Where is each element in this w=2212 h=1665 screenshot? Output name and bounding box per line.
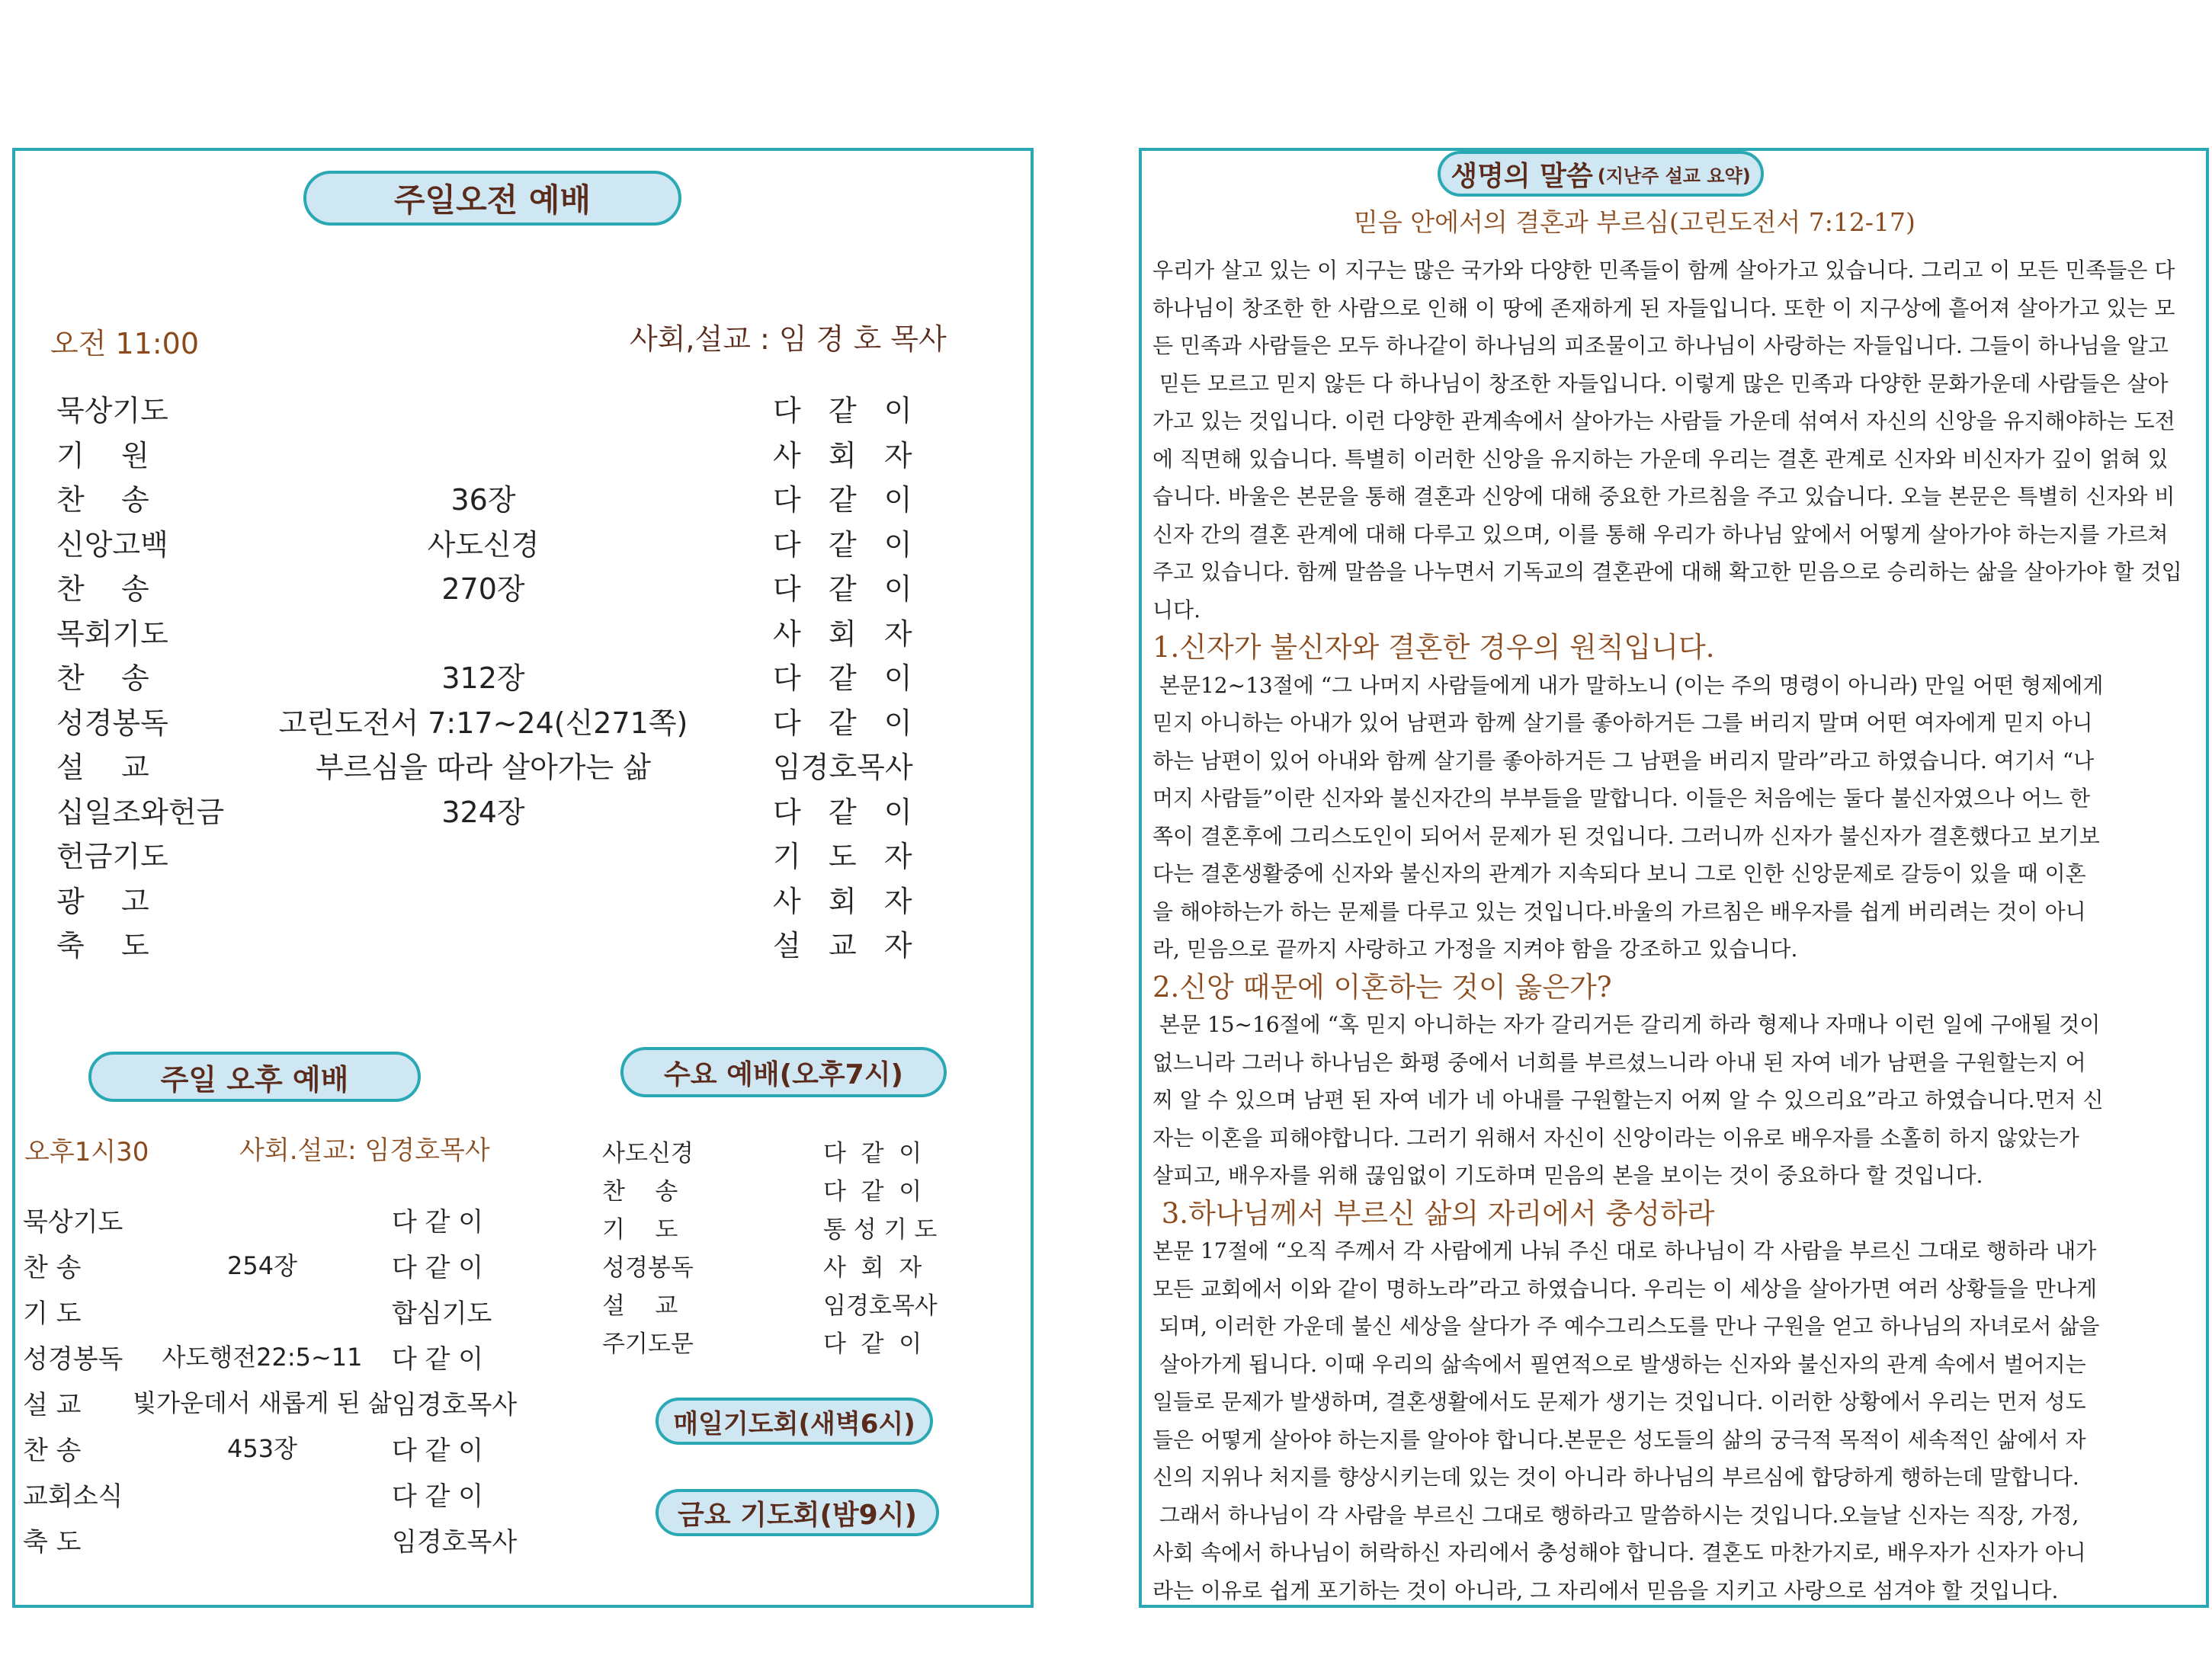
friday-prayer-title: 금요 기도회(밤9시) (656, 1489, 939, 1536)
afternoon-row-detail: 254장 (227, 1251, 297, 1280)
morning-row-detail: 324장 (441, 795, 525, 829)
afternoon-row-leader: 임경호목사 (392, 1390, 518, 1420)
wednesday-row-label: 주기도문 (602, 1330, 694, 1358)
morning-row-leader: 기 도 자 (773, 840, 912, 873)
morning-row-detail: 312장 (441, 661, 525, 695)
sermon-line: 없느니라 그러나 하나님은 화평 중에서 너희를 부르셨느니라 아내 된 자여 네가 남편을 구원할는지 어 (1152, 1049, 2086, 1075)
sermon-section-heading: 3.하나님께서 부르신 삶의 자리에서 충성하라 (1152, 1196, 1715, 1230)
sermon-body (1152, 251, 2204, 1609)
sermon-line: 에 직면해 있습니다. 특별히 이러한 신앙을 유지하는 가운데 우리는 결혼 관계로 신자와 비신자가 깊이 얽혀 있 (1152, 446, 2169, 472)
morning-row-label: 찬 송 (56, 661, 149, 695)
afternoon-row-leader: 다 같 이 (392, 1481, 484, 1512)
afternoon-row-leader: 다 같 이 (392, 1436, 484, 1466)
afternoon-row-label: 성경봉독 (23, 1344, 123, 1375)
morning-row-label: 목회기도 (56, 616, 168, 651)
wednesday-row-label: 찬 송 (602, 1178, 678, 1206)
wednesday-row-leader: 다 같 이 (823, 1140, 922, 1167)
morning-row-leader: 사 회 자 (773, 616, 912, 651)
wednesday-row-label: 성경봉독 (602, 1254, 694, 1282)
sermon-line: 쪽이 결혼후에 그리스도인이 되어서 문제가 된 것입니다. 그러니까 신자가 불신자가 결혼했다고 보기보 (1152, 823, 2100, 849)
morning-row-leader: 다 같 이 (773, 661, 912, 695)
morning-service-title: 주일오전 예배 (303, 171, 681, 226)
sermon-line: 주고 있습니다. 함께 말씀을 나누면서 기독교의 결혼관에 대해 확고한 믿음으로 승리하는 삶을 살아가야 할 것입 (1152, 559, 2182, 584)
morning-row-leader: 사 회 자 (773, 438, 912, 472)
sermon-line: 본문 15~16절에 “혹 믿지 아니하는 자가 갈리거든 갈리게 하라 형제나 자매나 이런 일에 구애될 것이 (1152, 1012, 2101, 1037)
sermon-section-heading: 2.신앙 때문에 이혼하는 것이 옳은가? (1152, 970, 1612, 1004)
morning-row-detail: 사도신경 (427, 527, 540, 562)
sermon-line: 라, 믿음으로 끝까지 사랑하고 가정을 지켜야 함을 강조하고 있습니다. (1152, 937, 1798, 962)
sermon-subtitle: 믿음 안에서의 결혼과 부르심(고린도전서 7:12-17) (1354, 207, 1915, 237)
sermon-line: 머지 사람들”이란 신자와 불신자간의 부부들을 말합니다. 이들은 처음에는 둘다 불신자였으나 어느 한 (1152, 786, 2091, 811)
daily-prayer-title: 매일기도회(새벽6시) (656, 1398, 933, 1445)
wednesday-row-leader: 통 성 기 도 (823, 1216, 938, 1244)
sermon-line: 니다. (1152, 597, 1201, 623)
sermon-line: 습니다. 바울은 본문을 통해 결혼과 신앙에 대해 중요한 가르침을 주고 있습니다. 오늘 본문은 특별히 신자와 비 (1152, 484, 2175, 509)
afternoon-time: 오후1시30 (24, 1137, 149, 1167)
wednesday-row-label: 사도신경 (602, 1140, 694, 1167)
sermon-line: 모든 교회에서 이와 같이 명하노라”라고 하였습니다. 우리는 이 세상을 살아가면 여러 상황들을 만나게 (1152, 1276, 2097, 1302)
sermon-line: 하나님이 창조한 한 사람으로 인해 이 땅에 존재하게 된 자들입니다. 또한 이 지구상에 흩어져 살아가고 있는 모 (1152, 295, 2175, 321)
morning-row-leader: 다 같 이 (773, 483, 912, 517)
sermon-line: 신의 지위나 처지를 향상시키는데 있는 것이 아니라 하나님의 부르심에 합당하게 행하는데 말합니다. (1152, 1465, 2079, 1490)
sermon-line: 자는 이혼을 피해야합니다. 그러기 위해서 자신이 신앙이라는 이유로 배우자를 소홀히 하지 않았는가 (1152, 1125, 2079, 1151)
afternoon-row-leader: 다 같 이 (392, 1207, 484, 1238)
morning-row-label: 기 원 (56, 438, 149, 472)
sermon-line: 일들로 문제가 발생하며, 결혼생활에서도 문제가 생기는 것입니다. 이러한 상황에서 우리는 먼저 성도 (1152, 1389, 2086, 1414)
morning-row-detail: 36장 (450, 483, 516, 517)
morning-row-detail: 270장 (441, 572, 525, 606)
morning-row-leader: 다 같 이 (773, 795, 912, 829)
afternoon-row-leader: 다 같 이 (392, 1344, 484, 1375)
afternoon-row-label: 기 도 (23, 1298, 82, 1329)
afternoon-row-detail: 사도행전22:5~11 (162, 1343, 363, 1372)
sermon-line: 우리가 살고 있는 이 지구는 많은 국가와 다양한 민족들이 함께 살아가고 있습니다. 그리고 이 모든 민족들은 다 (1152, 258, 2175, 283)
morning-row-label: 광 고 (56, 884, 149, 918)
sermon-title-note: (지난주 설교 요약) (1597, 165, 1751, 187)
morning-row-label: 축 도 (56, 929, 149, 962)
wednesday-service-title: 수요 예배(오후7시) (620, 1047, 947, 1097)
morning-row-label: 찬 송 (56, 572, 149, 606)
sermon-line: 그래서 하나님이 각 사람을 부르신 그대로 행하라고 말씀하시는 것입니다.오늘날 신자는 직장, 가정, (1152, 1502, 2079, 1528)
sermon-line: 살아가게 됩니다. 이때 우리의 삶속에서 필연적으로 발생하는 신자와 불신자의 관계 속에서 벌어지는 (1152, 1351, 2086, 1377)
afternoon-row-label: 교회소식 (23, 1481, 123, 1512)
morning-row-detail: 부르심을 따라 살아가는 삶 (315, 751, 652, 784)
afternoon-row-label: 찬 송 (23, 1253, 82, 1283)
wednesday-row-label: 설 교 (602, 1292, 678, 1320)
morning-row-label: 묵상기도 (56, 394, 168, 427)
sermon-line: 하는 남편이 있어 아내와 함께 살기를 좋아하거든 그 남편을 버리지 말라”라고 하였습니다. 여기서 “나 (1152, 748, 2095, 773)
morning-row-leader: 다 같 이 (773, 572, 912, 606)
afternoon-row-label: 축 도 (23, 1527, 82, 1558)
morning-row-label: 성경봉독 (56, 706, 168, 740)
morning-row-label: 신앙고백 (56, 527, 168, 562)
sermon-line: 신자 간의 결혼 관계에 대해 다루고 있으며, 이를 통해 우리가 하나님 앞에서 어떻게 살아가야 하는지를 가르쳐 (1152, 521, 2169, 547)
afternoon-officiant: 사회.설교: 임경호목사 (239, 1135, 490, 1166)
sermon-line: 본문12~13절에 “그 나머지 사람들에게 내가 말하노니 (이는 주의 명령이 아니라) 만일 어떤 형제에게 (1152, 672, 2104, 698)
afternoon-row-label: 찬 송 (23, 1436, 82, 1466)
afternoon-row-label: 묵상기도 (23, 1207, 123, 1238)
afternoon-row-detail: 빛가운데서 새롭게 된 삶 (133, 1388, 392, 1417)
sermon-line: 되며, 이러한 가운데 불신 세상을 살다가 주 예수그리스도를 만나 구원을 얻고 하나님의 자녀로서 삶을 (1152, 1314, 2100, 1339)
wednesday-row-leader: 사 회 자 (823, 1254, 922, 1282)
afternoon-service-title: 주일 오후 예배 (88, 1052, 421, 1102)
afternoon-row-leader: 다 같 이 (392, 1253, 484, 1283)
sermon-line: 라는 이유로 쉽게 포기하는 것이 아니라, 그 자리에서 믿음을 지키고 사랑으로 섬겨야 할 것입니다. (1152, 1577, 2059, 1603)
morning-officiant: 사회,설교 : 임 경 호 목사 (630, 322, 947, 356)
sermon-line: 을 해야하는가 하는 문제를 다루고 있는 것입니다.바울의 가르침은 배우자를 쉽게 버리려는 것이 아니 (1152, 898, 2086, 924)
morning-row-leader: 사 회 자 (773, 884, 912, 918)
afternoon-row-leader: 임경호목사 (392, 1527, 518, 1558)
morning-row-label: 찬 송 (56, 483, 149, 517)
morning-row-label: 십일조와헌금 (56, 795, 225, 829)
sermon-section-heading: 1.신자가 불신자와 결혼한 경우의 원칙입니다. (1152, 631, 1715, 664)
wednesday-row-leader: 다 같 이 (823, 1330, 922, 1358)
sermon-line: 살피고, 배우자를 위해 끊임없이 기도하며 믿음의 본을 보이는 것이 중요하다 할 것입니다. (1152, 1163, 1983, 1188)
morning-row-leader: 설 교 자 (773, 929, 912, 962)
sermon-line: 가고 있는 것입니다. 이런 다양한 관계속에서 살아가는 사람들 가운데 섞여서 자신의 신앙을 유지해야하는 도전 (1152, 408, 2175, 434)
sermon-line: 다는 결혼생활중에 신자와 불신자의 관계가 지속되다 보니 그로 인한 신앙문제로 갈등이 있을 때 이혼 (1152, 861, 2086, 886)
sermon-line: 사회 속에서 하나님이 허락하신 자리에서 충성해야 합니다. 결혼도 마찬가지로, 배우자가 신자가 아니 (1152, 1540, 2086, 1565)
morning-time: 오전 11:00 (50, 327, 200, 360)
sermon-line: 본문 17절에 “오직 주께서 각 사람에게 나눠 주신 대로 하나님이 각 사람을 부르신 그대로 행하라 내가 (1152, 1238, 2097, 1263)
morning-row-label: 헌금기도 (56, 840, 168, 873)
sermon-line: 들은 어떻게 살아야 하는지를 알아야 합니다.본문은 성도들의 삶의 궁극적 목적이 세속적인 삶에서 자 (1152, 1426, 2086, 1452)
afternoon-row-label: 설 교 (23, 1390, 82, 1420)
sermon-line: 찌 알 수 있으며 남편 된 자여 네가 네 아내를 구원할는지 어찌 알 수 있으리요”라고 하였습니다.먼저 신 (1152, 1087, 2104, 1113)
morning-row-leader: 임경호목사 (773, 751, 913, 784)
morning-row-leader: 다 같 이 (773, 394, 912, 427)
wednesday-row-label: 기 도 (602, 1216, 678, 1244)
afternoon-row-leader: 합심기도 (392, 1298, 492, 1329)
sermon-title-text: 생명의 말씀 (1451, 160, 1593, 192)
wednesday-row-leader: 임경호목사 (823, 1292, 938, 1320)
sermon-line: 믿지 아니하는 아내가 있어 남편과 함께 살기를 좋아하거든 그를 버리지 말며 어떤 여자에게 믿지 아니 (1152, 710, 2093, 735)
morning-row-detail: 고린도전서 7:17~24(신271쪽) (278, 706, 688, 740)
sermon-title (1438, 151, 1764, 197)
afternoon-row-detail: 453장 (227, 1434, 297, 1463)
sermon-line: 든 민족과 사람들은 모두 하나같이 하나님의 피조물이고 하나님이 사랑하는 자들입니다. 그들이 하나님을 알고 (1152, 333, 2169, 358)
wednesday-row-leader: 다 같 이 (823, 1178, 922, 1206)
morning-row-label: 설 교 (56, 751, 149, 784)
sermon-line: 믿든 모르고 믿지 않든 다 하나님이 창조한 자들입니다. 이렇게 많은 민족과 다양한 문화가운데 사람들은 살아 (1152, 370, 2169, 396)
morning-row-leader: 다 같 이 (773, 527, 912, 562)
morning-row-leader: 다 같 이 (773, 706, 912, 740)
